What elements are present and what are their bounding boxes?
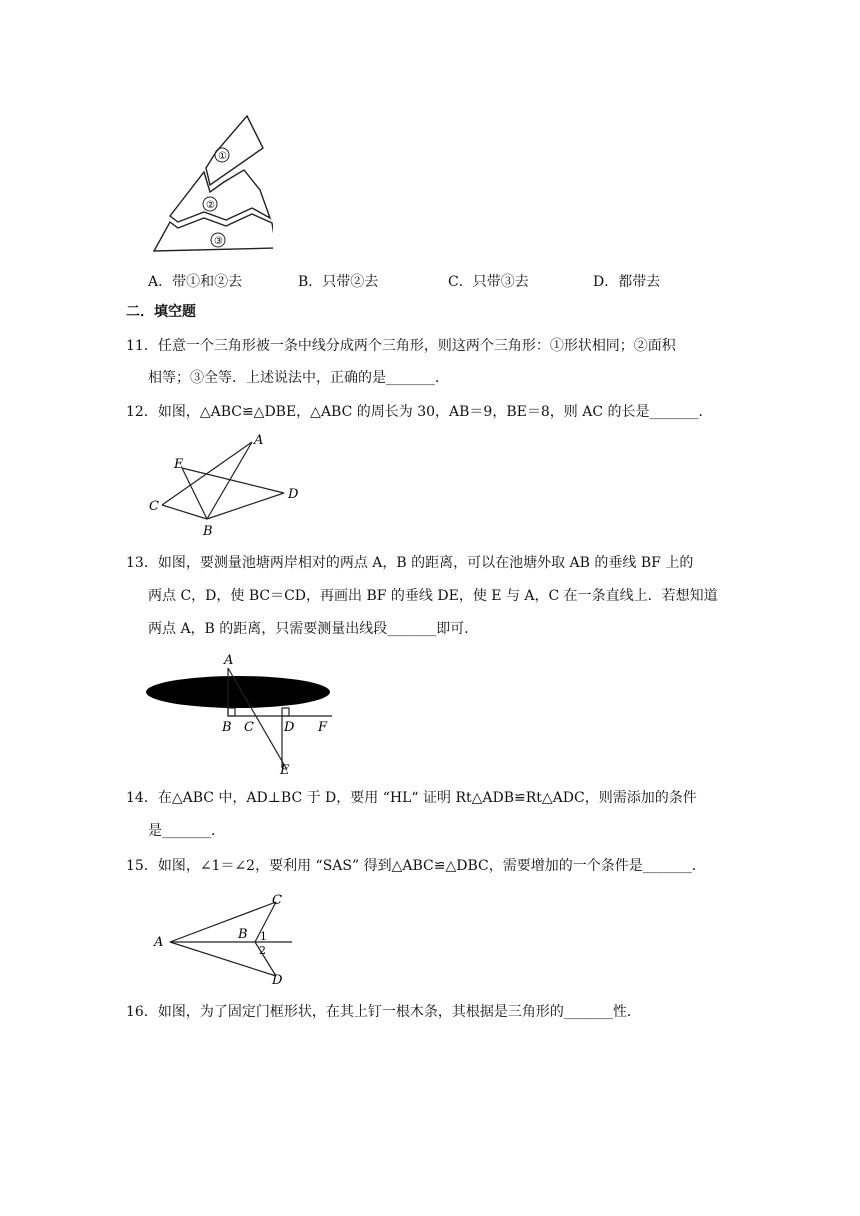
angle-2-label: 2 (259, 944, 266, 957)
label-b: B (203, 524, 213, 539)
label-e: E (174, 457, 184, 472)
label-f: F (318, 720, 328, 735)
q10-figure (148, 110, 273, 255)
q13-figure (146, 648, 342, 778)
label-1: ① (218, 151, 227, 162)
label-a: A (154, 935, 164, 950)
section-title: 二．填空题 (126, 304, 196, 320)
q14-line-1: 14．在△ABC 中，AD⊥BC 于 D，要用 “HL“ 证明 Rt△ADB≌Rt△ADC，则需添加的条件 (126, 790, 697, 806)
q15-figure (148, 888, 298, 988)
label-a: A (224, 653, 234, 668)
label-c: C (149, 499, 159, 514)
label-d: D (284, 720, 295, 735)
q10-option-a: A．带①和②去 (148, 274, 243, 290)
q16-line-1: 16．如图，为了固定门框形状，在其上钉一根木条，其根据是三角形的_______性． (126, 1004, 641, 1020)
q13-line-2: 两点 C，D，使 BC＝CD，再画出 BF 的垂线 DE，使 E 与 A，C 在一条直线上．若想知道 (148, 588, 718, 604)
label-c: C (272, 893, 282, 908)
q13-line-3: 两点 A，B 的距离，只需要测量出线段_______即可． (148, 621, 479, 637)
q10-option-c: C．只带③去 (448, 274, 529, 290)
q13-line-1: 13．如图，要测量池塘两岸相对的两点 A，B 的距离，可以在池塘外取 AB 的垂线 BF 上的 (126, 555, 694, 571)
label-b: B (222, 720, 232, 735)
label-d: D (288, 487, 299, 502)
q11-line-1: 11．任意一个三角形被一条中线分成两个三角形，则这两个三角形：①形状相同；②面积 (126, 338, 676, 354)
label-b: B (238, 927, 248, 942)
angle-1-label: 1 (260, 930, 267, 943)
q15-line-1: 15．如图，∠1＝∠2，要利用 “SAS” 得到△ABC≌△DBC，需要增加的一个条件是_______． (126, 858, 706, 874)
label-e: E (280, 763, 290, 778)
q10-option-b: B．只带②去 (298, 274, 379, 290)
label-a: A (254, 433, 264, 448)
q12-figure (144, 430, 304, 542)
q10-piece-1 (206, 116, 263, 185)
label-d: D (272, 973, 283, 988)
q12-line-1: 12．如图，△ABC≌△DBE，△ABC 的周长为 30，AB＝9，BE＝8，则 AC 的长是_______． (126, 404, 713, 420)
q14-line-2: 是_______． (148, 823, 225, 839)
pond (146, 676, 330, 708)
label-2: ② (206, 200, 215, 211)
label-c: C (244, 720, 254, 735)
label-3: ③ (214, 236, 223, 247)
q11-line-2: 相等；③全等．上述说法中，正确的是_______． (148, 370, 449, 386)
q10-option-d: D．都带去 (593, 274, 661, 290)
